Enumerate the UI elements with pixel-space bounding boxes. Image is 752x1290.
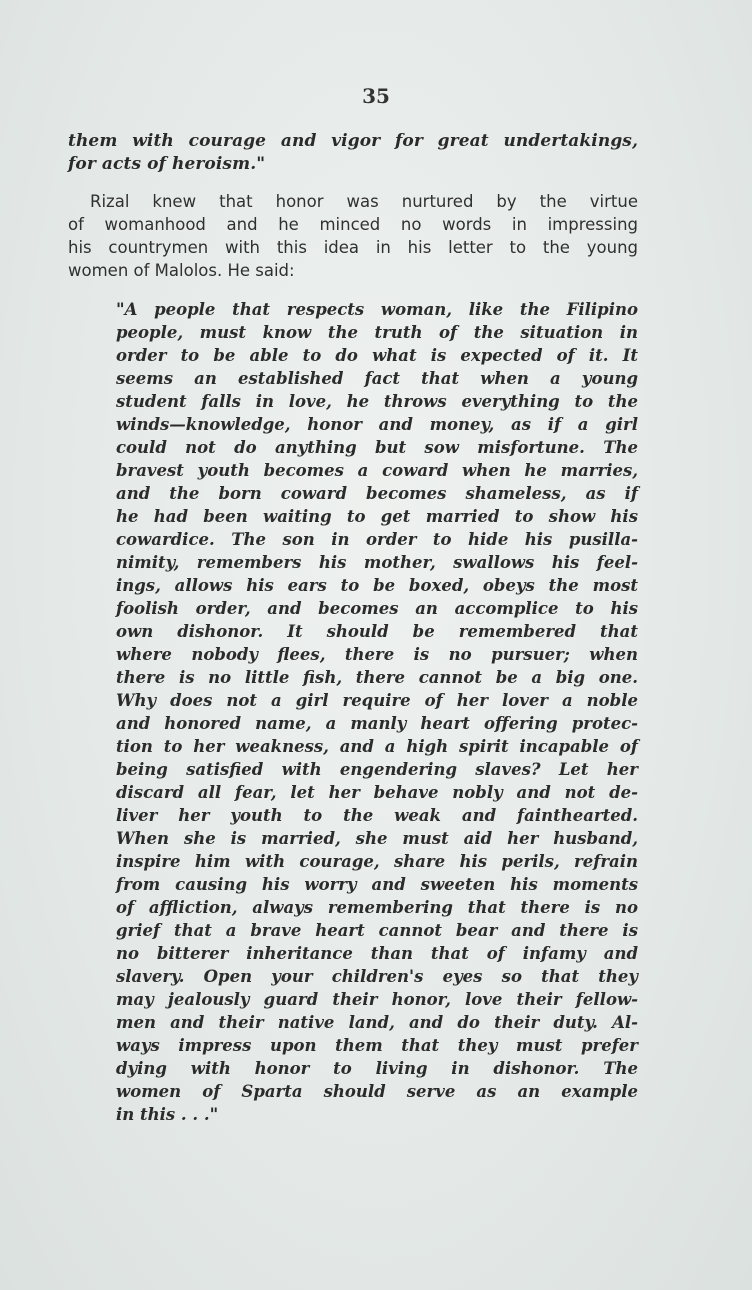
quote-line: and the born coward becomes shameless, as if — [116, 484, 638, 503]
quote-line: where nobody flees, there is no pursuer; when — [116, 645, 638, 664]
quote-line: "A people that respects woman, like the Filipino — [116, 300, 638, 319]
quote-line: could not do anything but sow misfortune. The — [116, 438, 638, 457]
quote-line: discard all fear, let her behave nobly and not de- — [116, 783, 638, 802]
body-paragraph — [68, 190, 638, 282]
quote-line: grief that a brave heart cannot bear and there is — [116, 921, 638, 940]
quote-line: order to be able to do what is expected of it. It — [116, 346, 638, 365]
quote-line: inspire him with courage, share his perils, refrain — [116, 852, 638, 871]
quote-line: When she is married, she must aid her husband, — [116, 829, 638, 848]
quote-line: he had been waiting to get married to show his — [116, 507, 638, 526]
text-line: them with courage and vigor for great undertakings, — [68, 131, 638, 151]
quote-line: slavery. Open your children's eyes so that they — [116, 967, 638, 986]
text-line: Rizal knew that honor was nurtured by the virtue — [90, 192, 638, 211]
quote-line: ways impress upon them that they must prefer — [116, 1036, 638, 1055]
quote-line: men and their native land, and do their duty. Al- — [116, 1013, 638, 1032]
quote-line: dying with honor to living in dishonor. The — [116, 1059, 638, 1078]
quote-line: women of Sparta should serve as an example — [116, 1082, 638, 1101]
text-line: women of Malolos. He said: — [68, 261, 295, 280]
quote-line: being satisfied with engendering slaves? Let her — [116, 760, 638, 779]
quote-line: foolish order, and becomes an accomplice to his — [116, 599, 638, 618]
quote-line: nimity, remembers his mother, swallows his feel- — [116, 553, 638, 572]
quote-line: in this . . ." — [116, 1105, 219, 1124]
quote-line: seems an established fact that when a young — [116, 369, 638, 388]
quote-line: of affliction, always remembering that there is no — [116, 898, 638, 917]
quote-line: winds—knowledge, honor and money, as if a girl — [116, 415, 638, 434]
quote-line: tion to her weakness, and a high spirit incapable of — [116, 737, 638, 756]
text-line: for acts of heroism." — [68, 154, 266, 174]
quote-line: and honored name, a manly heart offering protec- — [116, 714, 638, 733]
quote-line: there is no little fish, there cannot be a big one. — [116, 668, 638, 687]
page-number: 35 — [362, 84, 390, 108]
block-quote — [116, 298, 638, 1126]
quote-line: from causing his worry and sweeten his moments — [116, 875, 638, 894]
quote-line: student falls in love, he throws everything to the — [116, 392, 638, 411]
quote-line: no bitterer inheritance than that of infamy and — [116, 944, 638, 963]
continuation-text — [68, 130, 638, 176]
quote-line: may jealously guard their honor, love their fellow- — [116, 990, 638, 1009]
quote-line: own dishonor. It should be remembered that — [116, 622, 638, 641]
quote-line: people, must know the truth of the situation in — [116, 323, 638, 342]
quote-line: cowardice. The son in order to hide his pusilla- — [116, 530, 638, 549]
quote-line: bravest youth becomes a coward when he marries, — [116, 461, 638, 480]
text-line: his countrymen with this idea in his letter to the young — [68, 238, 638, 257]
quote-line: Why does not a girl require of her lover a noble — [116, 691, 638, 710]
quote-line: ings, allows his ears to be boxed, obeys the most — [116, 576, 638, 595]
text-line: of womanhood and he minced no words in impressing — [68, 215, 638, 234]
quote-line: liver her youth to the weak and fainthearted. — [116, 806, 638, 825]
